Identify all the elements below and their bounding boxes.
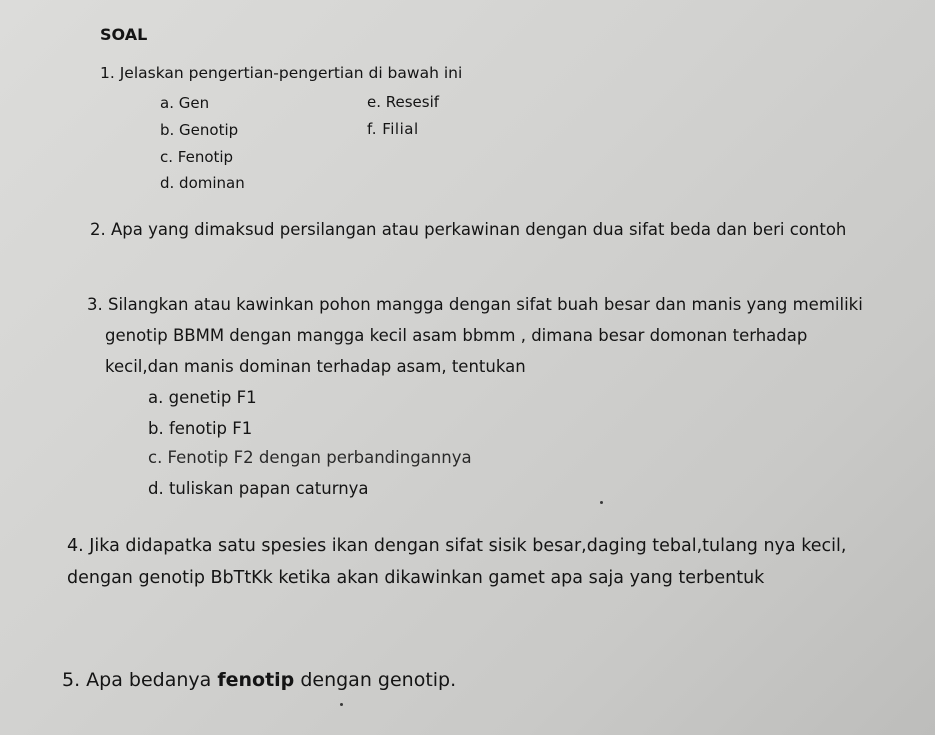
- question-3-line-3: kecil,dan manis dominan terhadap asam, tentukan: [105, 357, 526, 376]
- pencil-mark: [340, 703, 343, 706]
- question-1-option-e: e. Resesif: [367, 93, 440, 111]
- question-3-option-a: a. genetip F1: [148, 388, 257, 407]
- question-3-option-c: c. Fenotip F2 dengan perbandingannya: [148, 448, 472, 467]
- question-5-prefix: 5. Apa bedanya: [62, 669, 218, 691]
- sheet-title: SOAL: [100, 25, 148, 44]
- question-1-option-d: d. dominan: [160, 174, 245, 192]
- question-1-option-c: c. Fenotip: [160, 148, 234, 166]
- question-3-option-d: d. tuliskan papan caturnya: [148, 479, 369, 498]
- question-1-option-f: f. Filial: [367, 120, 419, 138]
- question-5-suffix: dengan genotip.: [294, 669, 457, 691]
- question-4-line-1: 4. Jika didapatka satu spesies ikan dengan sifat sisik besar,daging tebal,tulang nya kecil,: [67, 536, 847, 556]
- question-4-line-2: dengan genotip BbTtKk ketika akan dikawinkan gamet apa saja yang terbentuk: [67, 568, 765, 588]
- pencil-mark: [600, 501, 603, 504]
- question-1: 1. Jelaskan pengertian-pengertian di bawah ini: [100, 64, 463, 82]
- question-3-option-b: b. fenotip F1: [148, 419, 253, 438]
- question-3-line-1: 3. Silangkan atau kawinkan pohon mangga dengan sifat buah besar dan manis yang memiliki: [87, 295, 863, 314]
- question-5-emphasis: fenotip: [217, 669, 295, 691]
- question-1-option-a: a. Gen: [160, 94, 210, 112]
- question-1-option-b: b. Genotip: [160, 121, 239, 139]
- question-5: [62, 671, 456, 690]
- question-3-line-2: genotip BBMM dengan mangga kecil asam bbmm , dimana besar domonan terhadap: [105, 326, 808, 345]
- question-2: 2. Apa yang dimaksud persilangan atau perkawinan dengan dua sifat beda dan beri contoh: [90, 220, 847, 239]
